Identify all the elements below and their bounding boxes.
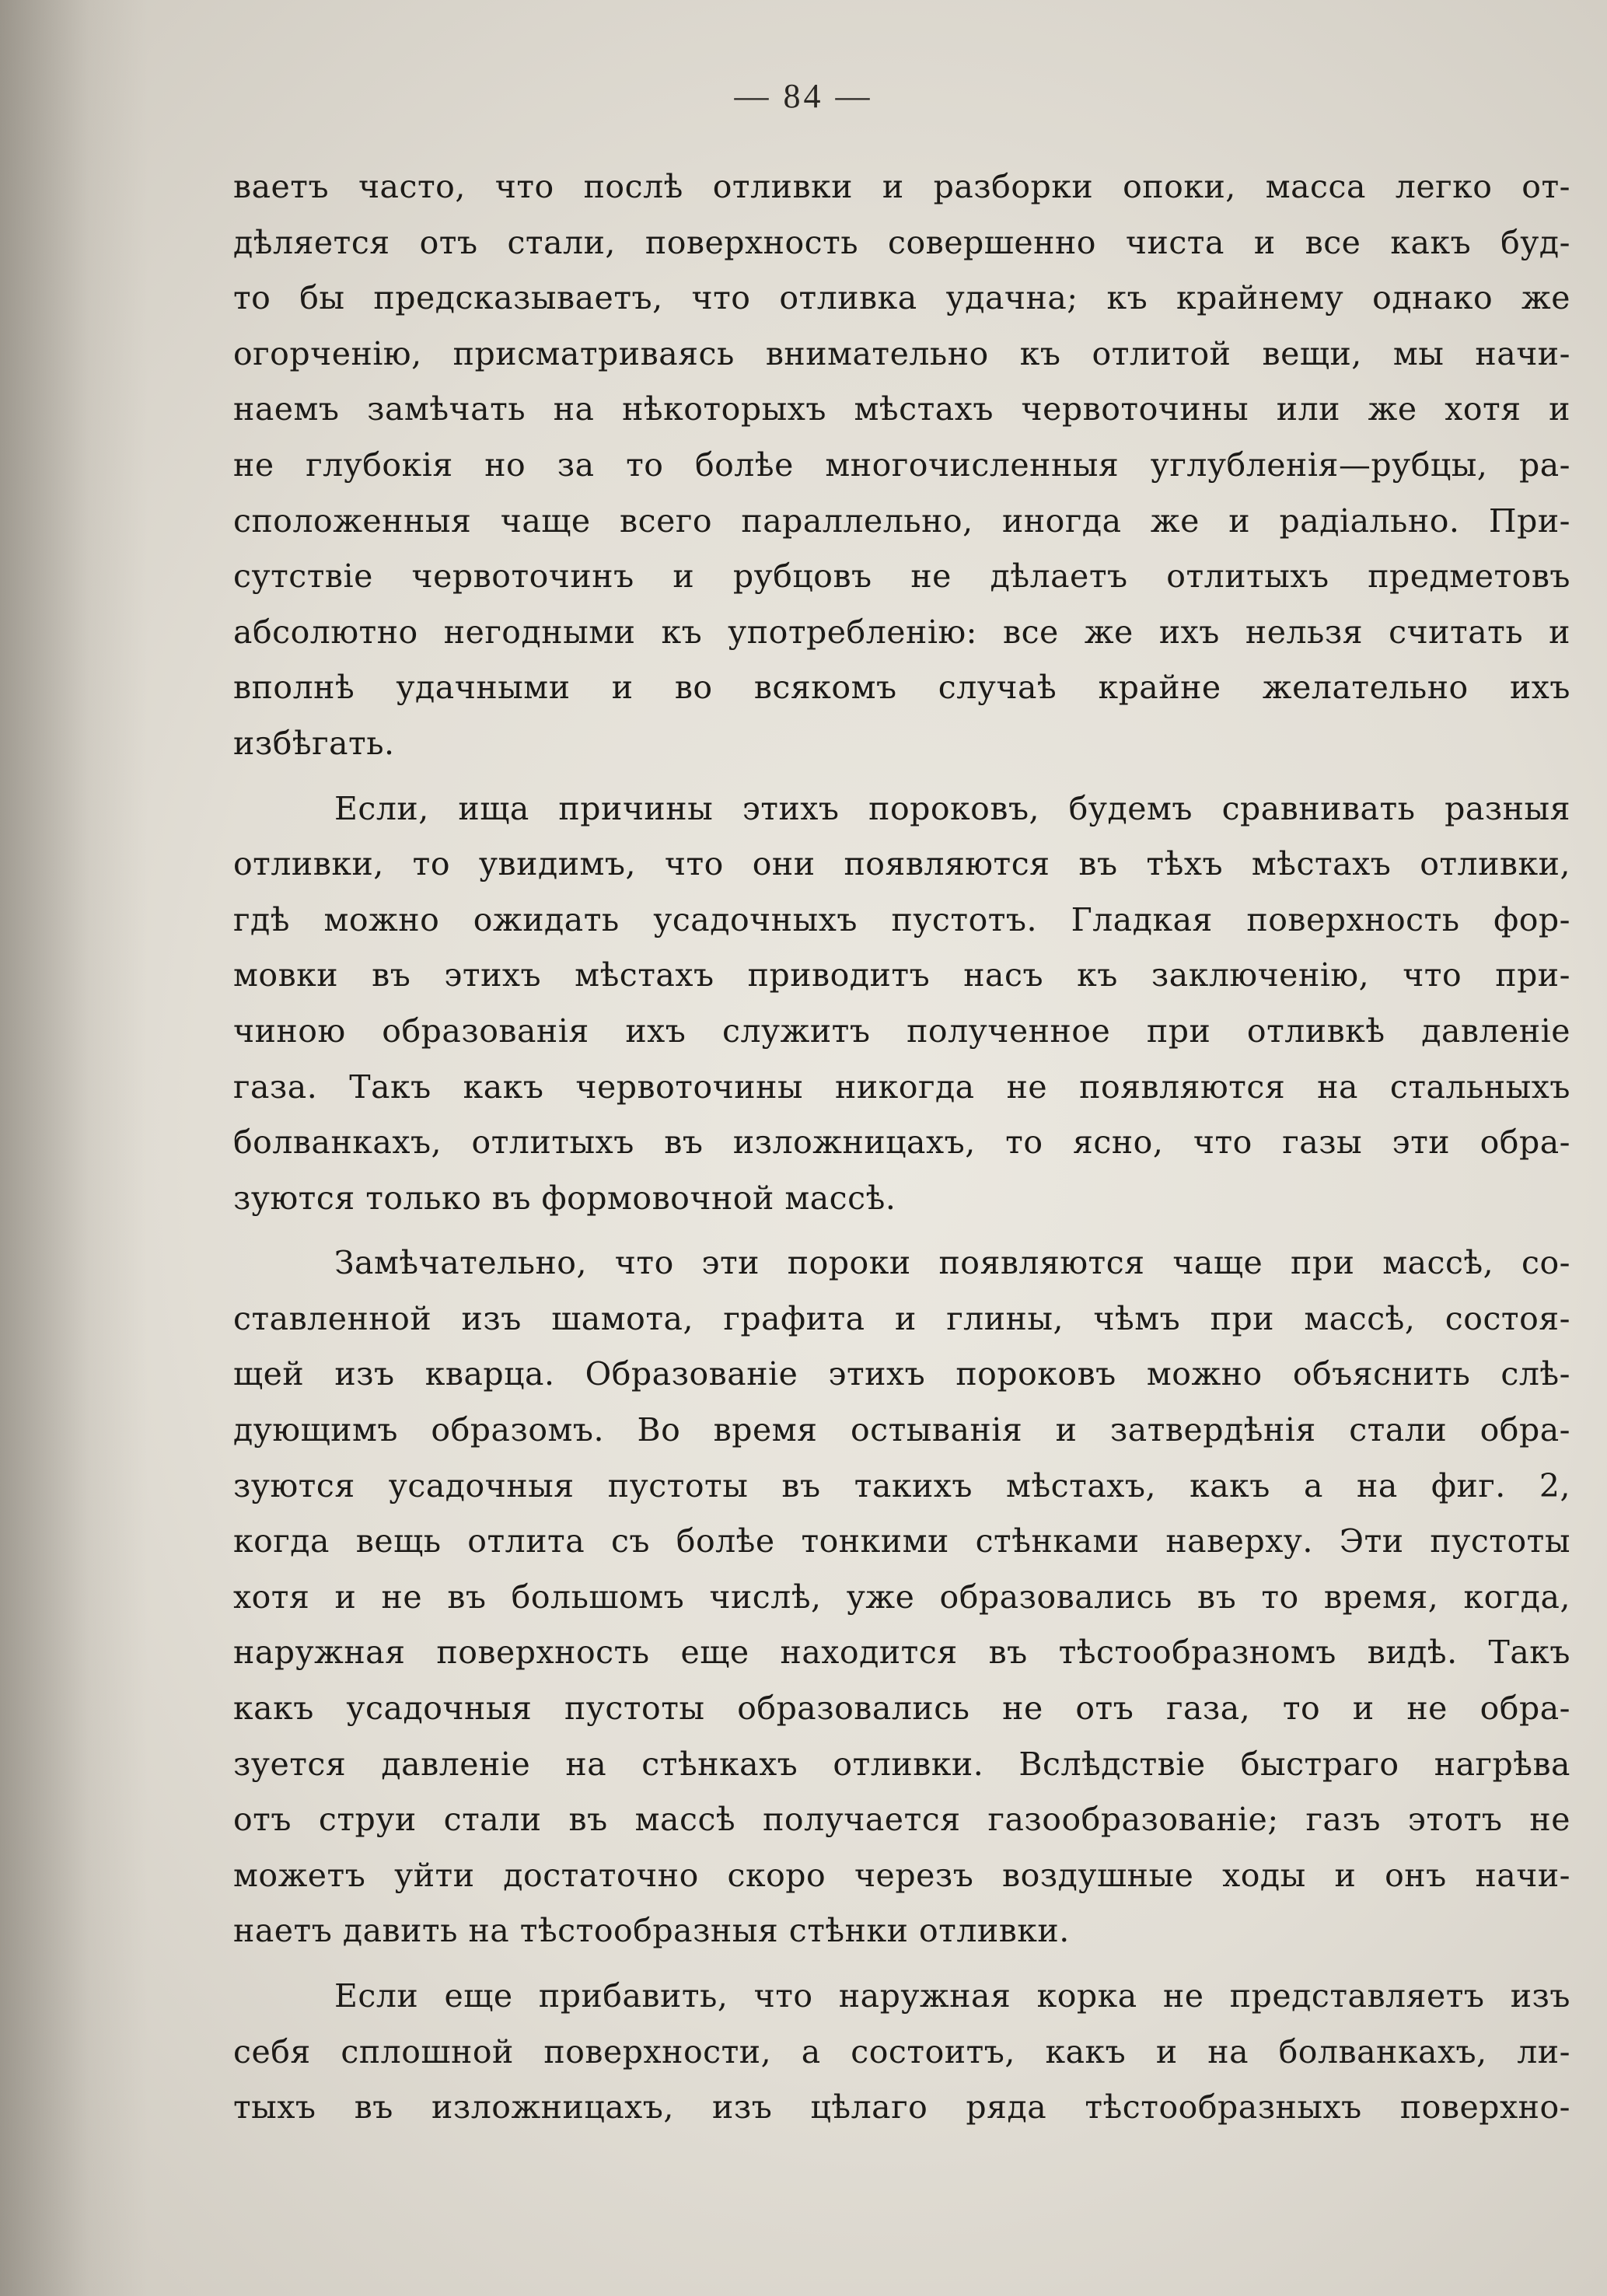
- text-line: мовки въ этихъ мѣстахъ приводитъ насъ къ заключенію, что при-: [233, 956, 1570, 994]
- text-line: гдѣ можно ожидать усадочныхъ пустотъ. Гладкая поверхность фор-: [233, 900, 1570, 938]
- binding-shadow: [0, 0, 148, 2296]
- text-line: болванкахъ, отлитыхъ въ изложницахъ, то ясно, что газы эти обра-: [233, 1124, 1570, 1162]
- text-line: зуются усадочныя пустоты въ такихъ мѣстахъ, какъ а на фиг. 2,: [233, 1466, 1570, 1504]
- text-line: то бы предсказываетъ, что отливка удачна; къ крайнему однако же: [233, 279, 1570, 317]
- text-line: сположенныя чаще всего параллельно, иногда же и радіально. При-: [233, 501, 1570, 540]
- paragraph-1: [233, 159, 1570, 772]
- text-line: тыхъ въ изложницахъ, изъ цѣлаго ряда тѣстообразныхъ поверхно-: [233, 2088, 1570, 2127]
- text-line: какъ усадочныя пустоты образовались не отъ газа, то и не обра-: [233, 1690, 1570, 1728]
- text-line: Если, ища причины этихъ пороковъ, будемъ сравнивать разныя: [334, 789, 1570, 827]
- text-line: Если еще прибавить, что наружная корка не представляетъ изъ: [334, 1977, 1570, 2015]
- body-text: [233, 159, 1570, 2136]
- text-line: отъ струи стали въ массѣ получается газообразованіе; газъ этотъ не: [233, 1801, 1570, 1839]
- text-line: абсолютно негодными къ употребленію: все же ихъ нельзя считать и: [233, 613, 1570, 651]
- paragraph-4: [233, 1969, 1570, 2136]
- text-line: не глубокія но за то болѣе многочисленныя углубленія—рубцы, ра-: [233, 446, 1570, 484]
- paragraph-3: [233, 1235, 1570, 1959]
- text-line: щей изъ кварца. Образованіе этихъ пороковъ можно объяснить слѣ-: [233, 1355, 1570, 1393]
- text-line: Замѣчательно, что эти пороки появляются чаще при массѣ, со-: [334, 1244, 1570, 1282]
- text-line: наемъ замѣчать на нѣкоторыхъ мѣстахъ червоточины или же хотя и: [233, 390, 1570, 428]
- text-line: вполнѣ удачными и во всякомъ случаѣ крайне желательно ихъ: [233, 669, 1570, 707]
- page-number: — 84 —: [734, 77, 873, 115]
- text-line: сутствіе червоточинъ и рубцовъ не дѣлаетъ отлитыхъ предметовъ: [233, 557, 1570, 596]
- text-line: зуются только въ формовочной массѣ.: [233, 1179, 896, 1217]
- text-line: дѣляется отъ стали, поверхность совершенно чиста и все какъ буд-: [233, 223, 1570, 261]
- paragraph-spacer: [233, 1226, 1570, 1235]
- text-line: наетъ давить на тѣстообразныя стѣнки отливки.: [233, 1912, 1070, 1950]
- text-line: хотя и не въ большомъ числѣ, уже образовались въ то время, когда,: [233, 1578, 1570, 1616]
- text-line: наружная поверхность еще находится въ тѣстообразномъ видѣ. Такъ: [233, 1634, 1570, 1672]
- paragraph-2: [233, 781, 1570, 1227]
- text-line: ставленной изъ шамота, графита и глины, чѣмъ при массѣ, состоя-: [233, 1299, 1570, 1337]
- text-line: отливки, то увидимъ, что они появляются въ тѣхъ мѣстахъ отливки,: [233, 845, 1570, 883]
- text-line: когда вещь отлита съ болѣе тонкими стѣнками наверху. Эти пустоты: [233, 1522, 1570, 1560]
- text-line: газа. Такъ какъ червоточины никогда не появляются на стальныхъ: [233, 1068, 1570, 1106]
- text-line: избѣгать.: [233, 724, 395, 762]
- text-line: чиною образованія ихъ служитъ полученное при отливкѣ давленіе: [233, 1012, 1570, 1050]
- text-line: себя сплошной поверхности, а состоитъ, какъ и на болванкахъ, ли-: [233, 2032, 1570, 2071]
- paragraph-spacer: [233, 1959, 1570, 1969]
- text-line: дующимъ образомъ. Во время остыванія и затвердѣнія стали обра-: [233, 1411, 1570, 1449]
- text-line: зуется давленіе на стѣнкахъ отливки. Вслѣдствіе быстраго нагрѣва: [233, 1745, 1570, 1783]
- text-line: ваетъ часто, что послѣ отливки и разборки опоки, масса легко от-: [233, 168, 1570, 205]
- paragraph-spacer: [233, 772, 1570, 781]
- text-line: можетъ уйти достаточно скоро черезъ воздушные ходы и онъ начи-: [233, 1856, 1570, 1894]
- text-line: огорченію, присматриваясь внимательно къ отлитой вещи, мы начи-: [233, 334, 1570, 372]
